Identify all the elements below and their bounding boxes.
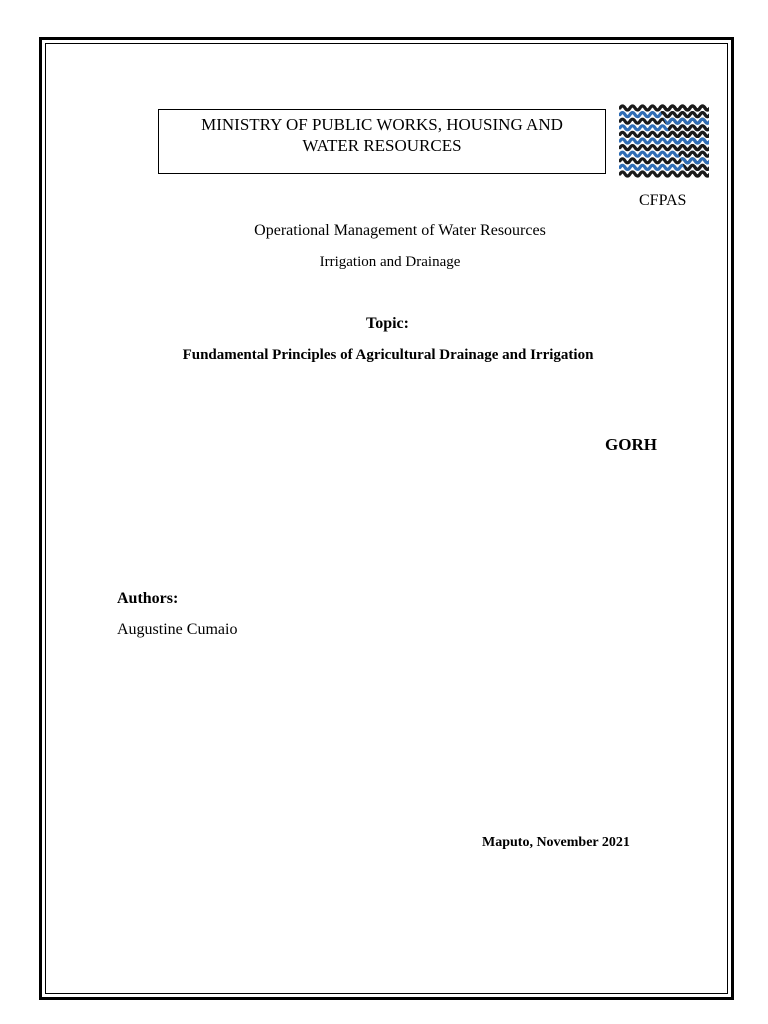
topic-title: Fundamental Principles of Agricultural Drainage and Irrigation: [182, 347, 594, 363]
program-code: GORH: [605, 435, 657, 454]
module-title: Irrigation and Drainage: [319, 254, 461, 270]
institution-name: CFPAS: [639, 192, 687, 209]
authors-label: Authors:: [117, 590, 179, 607]
page-border-inner: [45, 43, 728, 994]
place-date: Maputo, November 2021: [482, 835, 630, 850]
ministry-header-box: [158, 109, 606, 174]
author-name: Augustine Cumaio: [117, 621, 238, 638]
course-title: Operational Management of Water Resources: [254, 222, 546, 239]
wave-logo-icon: [619, 103, 709, 179]
ministry-line-1: MINISTRY OF PUBLIC WORKS, HOUSING AND: [201, 115, 563, 134]
ministry-line-2: WATER RESOURCES: [302, 136, 462, 155]
topic-label: Topic:: [366, 315, 409, 332]
